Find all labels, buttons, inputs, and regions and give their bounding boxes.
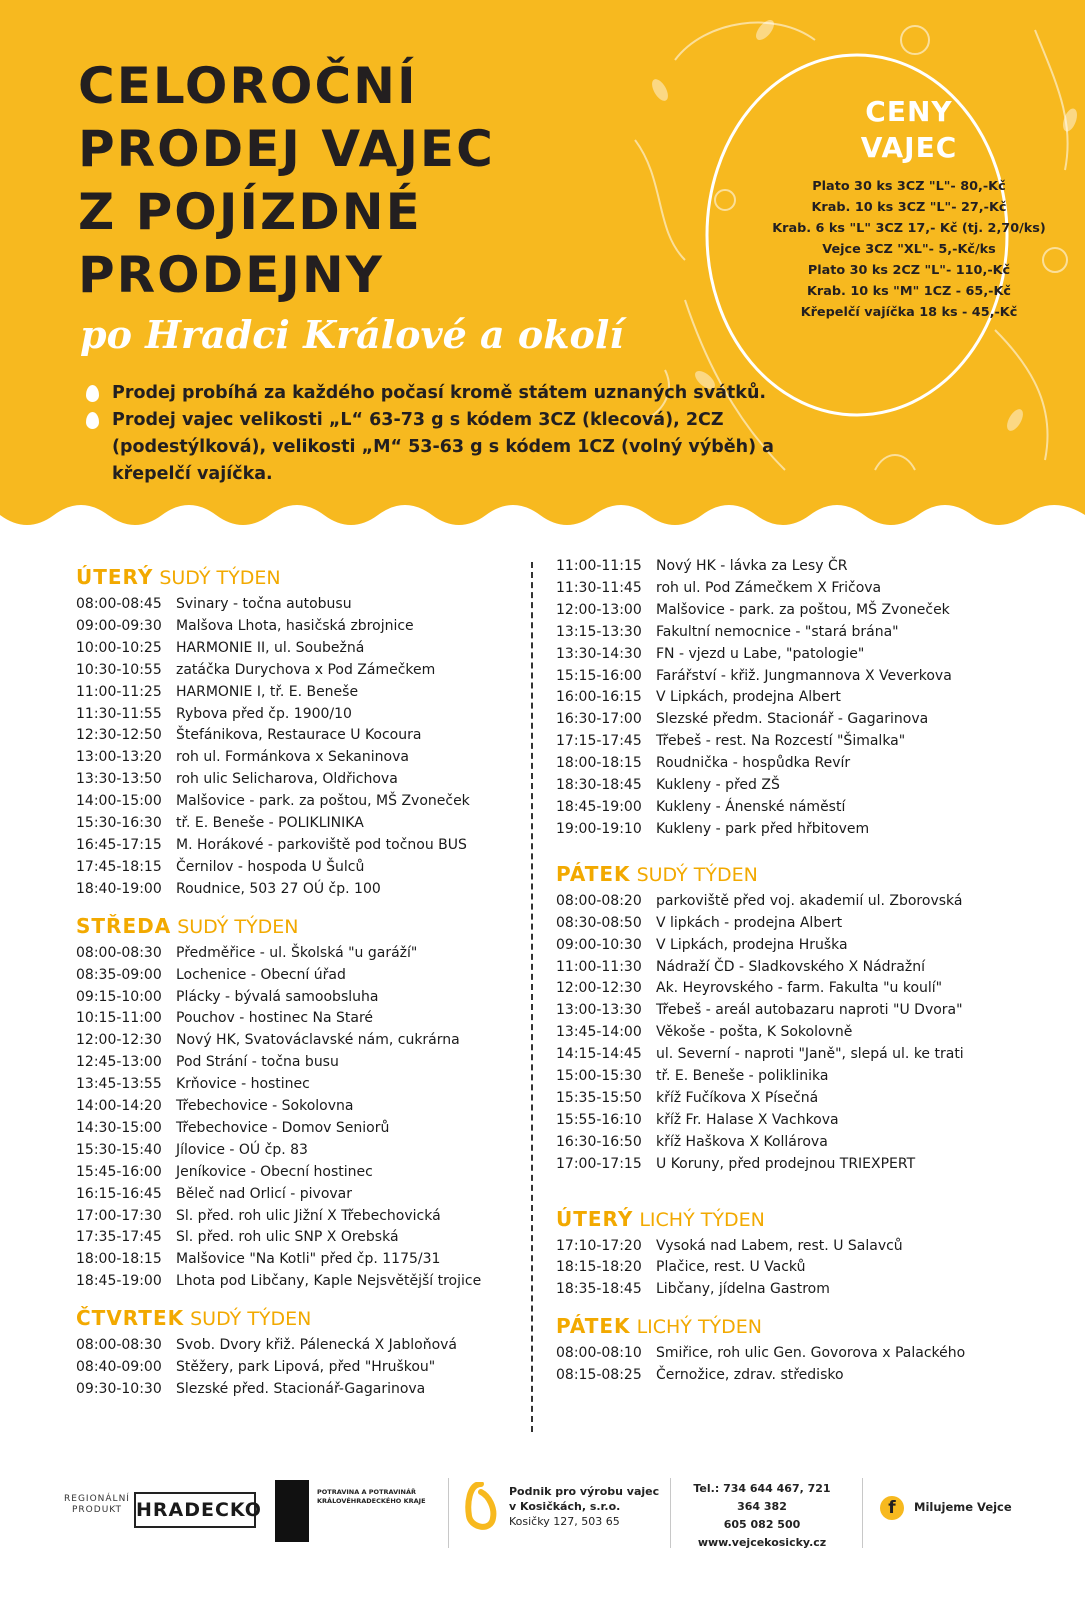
section-week: SUDÝ TÝDEN bbox=[159, 567, 281, 589]
schedule-section bbox=[556, 859, 1036, 1176]
schedule-row bbox=[556, 1110, 1036, 1132]
stop-place: Ak. Heyrovského - farm. Fakulta "u koulí" bbox=[656, 980, 943, 997]
schedule-row bbox=[76, 813, 526, 835]
schedule-row bbox=[556, 978, 1036, 1000]
schedule-section bbox=[556, 1204, 1036, 1302]
stop-time: 17:00-17:15 bbox=[556, 1155, 642, 1172]
stop-time: 17:15-17:45 bbox=[556, 733, 642, 750]
stop-place: Sl. před. roh ulic SNP X Orebská bbox=[176, 1229, 399, 1246]
stop-time: 12:00-12:30 bbox=[556, 980, 642, 997]
potravina-text: POTRAVINA A POTRAVINÁŘ KRÁLOVÉHRADECKÉHO KRAJE bbox=[317, 1488, 426, 1505]
footer-separator bbox=[862, 1478, 863, 1548]
section-day: ÚTERÝ bbox=[556, 1206, 634, 1231]
stop-time: 09:30-10:30 bbox=[76, 1381, 162, 1397]
stop-time: 16:15-16:45 bbox=[76, 1185, 162, 1202]
stop-time: 16:30-17:00 bbox=[556, 711, 642, 728]
section-day: PÁTEK bbox=[556, 861, 631, 886]
section-day: ÚTERÝ bbox=[76, 565, 154, 589]
section-header bbox=[76, 1303, 526, 1333]
info-bullets bbox=[86, 380, 846, 488]
schedule-row bbox=[76, 943, 526, 965]
phone-numbers: Tel.: 734 644 467, 721 364 382 bbox=[693, 1482, 831, 1513]
stop-time: 11:00-11:15 bbox=[556, 558, 642, 574]
stop-place: Štefánikova, Restaurace U Kocoura bbox=[176, 727, 422, 744]
schedule-row bbox=[556, 1022, 1036, 1044]
stop-time: 15:15-16:00 bbox=[556, 667, 642, 684]
stop-time: 12:00-13:00 bbox=[556, 601, 642, 618]
stop-place: Černožice, zdrav. středisko bbox=[656, 1367, 844, 1384]
stop-time: 10:00-10:25 bbox=[76, 639, 162, 656]
schedule-row bbox=[556, 1066, 1036, 1088]
spacer bbox=[556, 1186, 1036, 1204]
stop-time: 18:45-19:00 bbox=[76, 1273, 162, 1290]
right-sections bbox=[556, 859, 1036, 1387]
stop-place: FN - vjezd u Labe, "patologie" bbox=[656, 645, 865, 662]
stop-time: 19:00-19:10 bbox=[556, 820, 642, 837]
schedule-section bbox=[76, 562, 526, 901]
stop-place: U Koruny, před prodejnou TRIEXPERT bbox=[656, 1155, 916, 1172]
stop-time: 11:30-11:55 bbox=[76, 705, 162, 722]
title-line-3: Z POJÍZDNÉ bbox=[78, 183, 422, 241]
stop-place: Malšovice - park. za poštou, MŠ Zvoneček bbox=[176, 793, 470, 810]
stop-time: 16:45-17:15 bbox=[76, 836, 162, 853]
stop-time: 09:15-10:00 bbox=[76, 988, 162, 1005]
section-header bbox=[76, 911, 526, 941]
stop-time: 14:15-14:45 bbox=[556, 1046, 642, 1063]
price-title-line-2: VAJEC bbox=[860, 131, 958, 164]
stop-time: 08:00-08:30 bbox=[76, 1337, 162, 1354]
stop-place: Věkoše - pošta, K Sokolovně bbox=[656, 1024, 853, 1041]
section-header bbox=[556, 859, 1036, 889]
price-list bbox=[745, 82, 1073, 382]
stop-time: 18:15-18:20 bbox=[556, 1259, 642, 1276]
schedule-row bbox=[76, 1096, 526, 1118]
subtitle: po Hradci Králové a okolí bbox=[80, 312, 624, 357]
stop-time: 17:00-17:30 bbox=[76, 1207, 162, 1224]
stop-place: Svinary - točna autobusu bbox=[176, 596, 352, 612]
facebook-icon: f bbox=[880, 1496, 904, 1520]
contacts bbox=[682, 1480, 842, 1552]
schedule-row bbox=[556, 753, 1036, 775]
schedule-row bbox=[76, 791, 526, 813]
schedule-row bbox=[556, 644, 1036, 666]
stop-time: 08:00-08:30 bbox=[76, 944, 162, 961]
stop-time: 18:35-18:45 bbox=[556, 1281, 642, 1298]
stop-time: 08:15-08:25 bbox=[556, 1367, 642, 1384]
stop-place: Fakultní nemocnice - "stará brána" bbox=[656, 623, 899, 640]
stop-time: 12:30-12:50 bbox=[76, 727, 162, 744]
stop-place: Třebechovice - Domov Seniorů bbox=[176, 1119, 390, 1136]
stop-place: kříž Fr. Halase X Vachkova bbox=[656, 1111, 839, 1128]
stop-time: 10:30-10:55 bbox=[76, 661, 162, 678]
schedule-row bbox=[556, 600, 1036, 622]
schedule-row bbox=[556, 913, 1036, 935]
schedule-row bbox=[76, 1118, 526, 1140]
stop-time: 18:00-18:15 bbox=[76, 1251, 162, 1268]
company-logo bbox=[465, 1482, 665, 1542]
stop-time: 08:00-08:10 bbox=[556, 1345, 642, 1362]
stop-place: Vysoká nad Labem, rest. U Salavců bbox=[656, 1237, 903, 1254]
egg-icon bbox=[86, 412, 99, 429]
stop-time: 15:30-15:40 bbox=[76, 1141, 162, 1158]
stop-place: Kukleny - před ZŠ bbox=[656, 777, 780, 794]
phone-number-2: 605 082 500 bbox=[723, 1518, 801, 1531]
schedule-row bbox=[76, 1249, 526, 1271]
stop-place: roh ulic Selicharova, Oldřichova bbox=[176, 771, 398, 788]
schedule-row bbox=[76, 965, 526, 987]
schedule-left-column bbox=[76, 562, 526, 1411]
stop-time: 14:30-15:00 bbox=[76, 1119, 162, 1136]
title-line-4: PRODEJNY bbox=[78, 246, 384, 304]
stop-time: 18:45-19:00 bbox=[556, 798, 642, 815]
section-day: PÁTEK bbox=[556, 1314, 631, 1339]
title-line-1: CELOROČNÍ bbox=[78, 57, 418, 115]
stop-place: Lochenice - Obecní úřad bbox=[176, 966, 346, 983]
egg-logo-icon bbox=[465, 1482, 497, 1534]
footer bbox=[0, 1470, 1085, 1570]
info-bullet bbox=[86, 407, 846, 488]
schedule-row bbox=[76, 1140, 526, 1162]
continued-rows bbox=[556, 556, 1036, 841]
price-item: Křepelčí vajíčka 18 ks - 45,-Kč bbox=[800, 305, 1018, 320]
info-bullet-text: Prodej probíhá za každého počasí kromě státem uznaných svátků. bbox=[112, 383, 767, 403]
stop-time: 15:55-16:10 bbox=[556, 1111, 642, 1128]
potravina-logo bbox=[275, 1480, 435, 1550]
stop-time: 13:00-13:30 bbox=[556, 1002, 642, 1019]
price-item: Krab. 10 ks "M" 1CZ - 65,-Kč bbox=[807, 284, 1011, 299]
stop-place: Roudnice, 503 27 OÚ čp. 100 bbox=[176, 880, 381, 897]
schedule-row bbox=[556, 891, 1036, 913]
facebook-link[interactable] bbox=[880, 1496, 1060, 1526]
stop-place: Nový HK, Svatováclavské nám, cukrárna bbox=[176, 1032, 460, 1049]
stop-place: Plácky - bývalá samoobsluha bbox=[176, 988, 379, 1005]
stop-time: 15:00-15:30 bbox=[556, 1068, 642, 1085]
stop-place: Kukleny - park před hřbitovem bbox=[656, 820, 870, 837]
stop-time: 08:40-09:00 bbox=[76, 1359, 162, 1376]
schedule-row bbox=[556, 1257, 1036, 1279]
section-header bbox=[556, 1311, 1036, 1341]
stop-place: Malšovice "Na Kotli" před čp. 1175/31 bbox=[176, 1251, 441, 1268]
stop-time: 10:15-11:00 bbox=[76, 1010, 162, 1027]
stop-time: 14:00-15:00 bbox=[76, 793, 162, 810]
schedule-row bbox=[556, 578, 1036, 600]
stop-time: 13:30-13:50 bbox=[76, 771, 162, 788]
regional-product-label: REGIONÁLNÍ PRODUKT bbox=[64, 1494, 130, 1515]
section-week: SUDÝ TÝDEN bbox=[636, 863, 758, 886]
schedule-row bbox=[556, 1365, 1036, 1387]
schedule-row bbox=[76, 1008, 526, 1030]
section-week: SUDÝ TÝDEN bbox=[177, 915, 299, 938]
schedule-right-column bbox=[556, 556, 1036, 1397]
stop-place: roh ul. Formánkova x Sekaninova bbox=[176, 749, 409, 766]
stop-time: 09:00-10:30 bbox=[556, 936, 642, 953]
stop-place: Třebechovice - Sokolovna bbox=[176, 1098, 354, 1115]
stop-time: 11:00-11:25 bbox=[76, 683, 162, 700]
schedule-section bbox=[556, 1311, 1036, 1387]
company-line-2: v Kosičkách, s.r.o. bbox=[509, 1500, 621, 1513]
stop-place: V lipkách - prodejna Albert bbox=[656, 914, 843, 931]
stop-time: 18:00-18:15 bbox=[556, 755, 642, 772]
stop-time: 18:40-19:00 bbox=[76, 880, 162, 897]
stop-place: HARMONIE I, tř. E. Beneše bbox=[176, 683, 359, 700]
stop-place: Běleč nad Orlicí - pivovar bbox=[176, 1185, 352, 1202]
column-divider bbox=[531, 562, 533, 1432]
stop-time: 08:35-09:00 bbox=[76, 966, 162, 983]
stop-place: M. Horákové - parkoviště pod točnou BUS bbox=[176, 836, 467, 853]
schedule-row bbox=[76, 987, 526, 1009]
schedule-row bbox=[76, 1030, 526, 1052]
stop-place: Černilov - hospoda U Šulců bbox=[176, 858, 365, 875]
price-item: Krab. 10 ks 3CZ "L"- 27,-Kč bbox=[811, 200, 1007, 215]
schedule-section bbox=[76, 911, 526, 1294]
schedule-row bbox=[76, 1206, 526, 1228]
schedule-row bbox=[556, 1236, 1036, 1258]
section-day: STŘEDA bbox=[76, 913, 172, 938]
stop-time: 11:00-11:30 bbox=[556, 958, 642, 975]
stop-place: tř. E. Beneše - poliklinika bbox=[656, 1068, 829, 1085]
stop-place: Pod Strání - točna busu bbox=[176, 1054, 339, 1071]
schedule-row bbox=[556, 819, 1036, 841]
schedule-row bbox=[556, 1154, 1036, 1176]
header-banner bbox=[0, 0, 1085, 560]
stop-place: V Lipkách, prodejna Hruška bbox=[656, 936, 848, 953]
schedule-row bbox=[556, 1000, 1036, 1022]
stop-place: Stěžery, park Lipová, před "Hruškou" bbox=[176, 1359, 436, 1376]
schedule-row bbox=[76, 725, 526, 747]
hradecko-label: HRADECKO bbox=[134, 1492, 256, 1528]
schedule-row bbox=[556, 957, 1036, 979]
stop-place: Malšova Lhota, hasičská zbrojnice bbox=[176, 617, 414, 634]
main-title bbox=[78, 55, 495, 307]
schedule-row bbox=[556, 775, 1036, 797]
stop-place: Farářství - křiž. Jungmannova X Veverkova bbox=[656, 667, 952, 684]
stop-time: 13:45-13:55 bbox=[76, 1076, 162, 1093]
stop-time: 15:45-16:00 bbox=[76, 1163, 162, 1180]
wavy-edge bbox=[0, 495, 1085, 560]
stop-place: Kukleny - Ánenské náměstí bbox=[656, 798, 846, 815]
potravina-mark-icon bbox=[275, 1480, 309, 1542]
website-link[interactable]: www.vejcekosicky.cz bbox=[697, 1536, 827, 1549]
schedule-row bbox=[76, 616, 526, 638]
schedule-row bbox=[76, 1271, 526, 1293]
stop-time: 17:35-17:45 bbox=[76, 1229, 162, 1246]
stop-place: Malšovice - park. za poštou, MŠ Zvoneček bbox=[656, 601, 950, 618]
schedule-row bbox=[76, 1227, 526, 1249]
stop-time: 15:30-16:30 bbox=[76, 815, 162, 832]
schedule-row bbox=[556, 1343, 1036, 1365]
schedule-row bbox=[76, 1335, 526, 1357]
stop-time: 13:15-13:30 bbox=[556, 623, 642, 640]
schedule-row bbox=[76, 769, 526, 791]
section-day: ČTVRTEK bbox=[76, 1306, 185, 1331]
schedule-row bbox=[76, 1357, 526, 1379]
stop-time: 17:45-18:15 bbox=[76, 858, 162, 875]
info-bullet bbox=[86, 380, 846, 407]
schedule-row bbox=[76, 1074, 526, 1096]
schedule-row bbox=[556, 731, 1036, 753]
stop-place: Svob. Dvory křiž. Pálenecká X Jabloňová bbox=[176, 1337, 458, 1354]
company-address: Kosičky 127, 503 65 bbox=[509, 1515, 620, 1528]
section-week: SUDÝ TÝDEN bbox=[190, 1308, 312, 1331]
schedule-row bbox=[556, 622, 1036, 644]
price-title-line-1: CENY bbox=[865, 95, 953, 128]
schedule-row bbox=[556, 1088, 1036, 1110]
stop-time: 14:00-14:20 bbox=[76, 1098, 162, 1115]
schedule-row bbox=[76, 1162, 526, 1184]
schedule-row bbox=[556, 666, 1036, 688]
schedule-row bbox=[556, 709, 1036, 731]
stop-place: roh ul. Pod Zámečkem X Fričova bbox=[656, 579, 882, 596]
schedule-section bbox=[76, 1303, 526, 1401]
stop-place: Libčany, jídelna Gastrom bbox=[656, 1281, 830, 1298]
section-header bbox=[556, 1204, 1036, 1234]
stop-time: 18:30-18:45 bbox=[556, 777, 642, 794]
schedule-row bbox=[76, 879, 526, 901]
stop-place: tř. E. Beneše - POLIKLINIKA bbox=[176, 815, 364, 832]
schedule-row bbox=[76, 660, 526, 682]
stop-time: 16:30-16:50 bbox=[556, 1133, 642, 1150]
schedule-row bbox=[76, 835, 526, 857]
stop-time: 09:00-09:30 bbox=[76, 617, 162, 634]
schedule-row bbox=[76, 747, 526, 769]
stop-place: Plačice, rest. U Vacků bbox=[656, 1259, 806, 1276]
stop-place: V Lipkách, prodejna Albert bbox=[656, 689, 841, 706]
schedule-row bbox=[76, 1184, 526, 1206]
title-line-2: PRODEJ VAJEC bbox=[78, 120, 495, 178]
schedule-row bbox=[76, 704, 526, 726]
stop-place: Nový HK - lávka za Lesy ČR bbox=[656, 558, 848, 574]
stop-time: 11:30-11:45 bbox=[556, 579, 642, 596]
stop-time: 16:00-16:15 bbox=[556, 689, 642, 706]
stop-place: Krňovice - hostinec bbox=[176, 1076, 310, 1093]
schedule-row bbox=[556, 1044, 1036, 1066]
stop-place: Lhota pod Libčany, Kaple Nejsvětější trojice bbox=[176, 1273, 482, 1290]
stop-place: Sl. před. roh ulic Jižní X Třebechovická bbox=[176, 1207, 441, 1224]
stop-place: Předměřice - ul. Školská "u garáží" bbox=[176, 944, 418, 961]
stop-place: HARMONIE II, ul. Soubežná bbox=[176, 639, 365, 656]
section-header bbox=[76, 562, 526, 592]
schedule-row bbox=[76, 638, 526, 660]
stop-place: Smiřice, roh ulic Gen. Govorova x Palackého bbox=[656, 1345, 966, 1362]
stop-place: kříž Fučíkova X Písečná bbox=[656, 1089, 819, 1106]
stop-place: Slezské předm. Stacionář - Gagarinova bbox=[656, 711, 929, 728]
schedule-row bbox=[76, 857, 526, 879]
spacer bbox=[556, 841, 1036, 859]
company-line-1: Podnik pro výrobu vajec bbox=[509, 1485, 660, 1498]
stop-place: Nádraží ČD - Sladkovského X Nádražní bbox=[656, 958, 926, 975]
schedule-row bbox=[556, 935, 1036, 957]
schedule-row bbox=[556, 687, 1036, 709]
stop-place: Jeníkovice - Obecní hostinec bbox=[176, 1163, 373, 1180]
price-item: Vejce 3CZ "XL"- 5,-Kč/ks bbox=[822, 242, 996, 257]
stop-time: 15:35-15:50 bbox=[556, 1089, 642, 1106]
schedule-row bbox=[76, 1379, 526, 1401]
price-item: Krab. 6 ks "L" 3CZ 17,- Kč (tj. 2,70/ks) bbox=[772, 221, 1046, 236]
stop-time: 12:45-13:00 bbox=[76, 1054, 162, 1071]
stop-time: 13:45-14:00 bbox=[556, 1024, 642, 1041]
stop-place: kříž Haškova X Kollárova bbox=[656, 1133, 828, 1150]
footer-separator bbox=[670, 1478, 671, 1548]
stop-place: Třebeš - rest. Na Rozcestí "Šimalka" bbox=[656, 733, 906, 750]
schedule-row bbox=[556, 1279, 1036, 1301]
price-item: Plato 30 ks 3CZ "L"- 80,-Kč bbox=[812, 179, 1006, 194]
stop-time: 08:30-08:50 bbox=[556, 914, 642, 931]
stop-time: 13:00-13:20 bbox=[76, 749, 162, 766]
company-info bbox=[509, 1484, 659, 1529]
footer-separator bbox=[448, 1478, 449, 1548]
stop-place: parkoviště před voj. akademií ul. Zborovská bbox=[656, 892, 963, 909]
schedule-row bbox=[556, 556, 1036, 578]
stop-time: 17:10-17:20 bbox=[556, 1237, 642, 1254]
stop-time: 12:00-12:30 bbox=[76, 1032, 162, 1049]
stop-place: Pouchov - hostinec Na Staré bbox=[176, 1010, 374, 1027]
schedule-row bbox=[76, 594, 526, 616]
stop-time: 13:30-14:30 bbox=[556, 645, 642, 662]
schedule-row bbox=[556, 797, 1036, 819]
stop-place: Roudnička - hospůdka Revír bbox=[656, 755, 851, 772]
schedule-row bbox=[76, 1052, 526, 1074]
price-items bbox=[745, 176, 1073, 323]
egg-icon bbox=[86, 385, 99, 402]
stop-time: 08:00-08:20 bbox=[556, 892, 642, 909]
schedule-row bbox=[556, 1132, 1036, 1154]
stop-place: Třebeš - areál autobazaru naproti "U Dvora" bbox=[656, 1002, 963, 1019]
stop-place: Slezské před. Stacionář-Gagarinova bbox=[176, 1381, 426, 1397]
schedule-row bbox=[76, 682, 526, 704]
price-item: Plato 30 ks 2CZ "L"- 110,-Kč bbox=[807, 263, 1011, 278]
section-week: LICHÝ TÝDEN bbox=[639, 1208, 765, 1231]
section-week: LICHÝ TÝDEN bbox=[636, 1316, 763, 1339]
stop-time: 08:00-08:45 bbox=[76, 596, 162, 612]
stop-place: Rybova před čp. 1900/10 bbox=[176, 705, 352, 722]
stop-place: ul. Severní - naproti "Janě", slepá ul. ke trati bbox=[656, 1046, 964, 1063]
stop-place: Jílovice - OÚ čp. 83 bbox=[176, 1141, 308, 1158]
facebook-label: Milujeme Vejce bbox=[914, 1500, 1012, 1514]
info-bullet-text: Prodej vajec velikosti „L“ 63-73 g s kódem 3CZ (klecová), 2CZ (podestýlková), velikosti „M“ 53-63 g s kódem 1CZ (volný výběh) a křepelčí vajíčka. bbox=[112, 410, 774, 484]
regional-product-logo bbox=[62, 1490, 262, 1530]
price-list-title bbox=[745, 94, 1073, 166]
stop-place: zatáčka Durychova x Pod Zámečkem bbox=[176, 661, 436, 678]
